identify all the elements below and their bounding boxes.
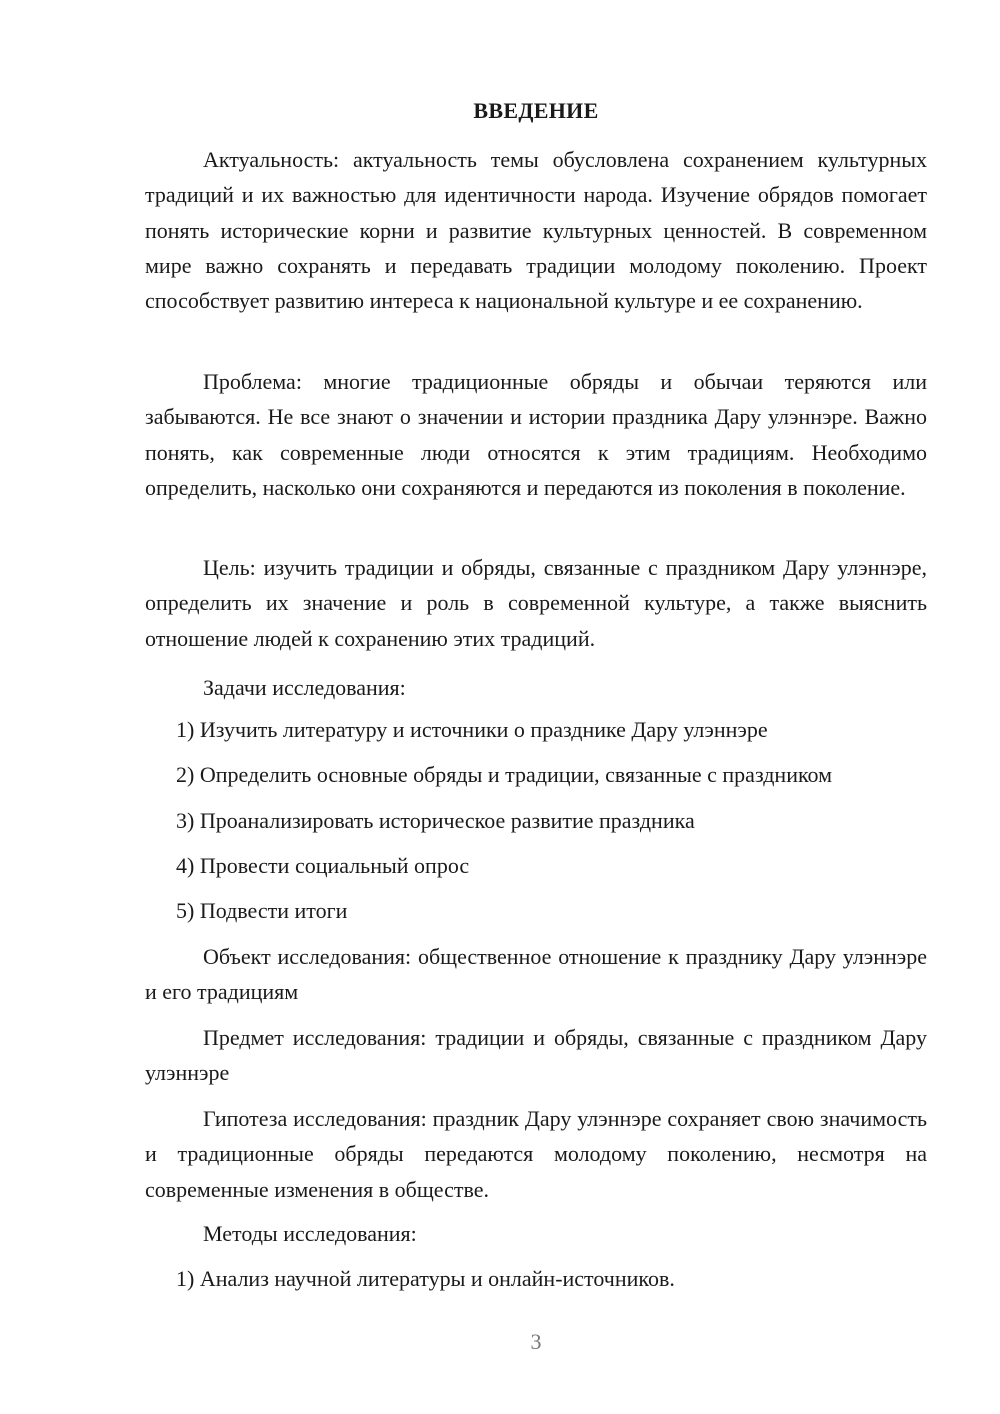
task-item-1: 1) Изучить литературу и источники о празднике Дару улэннэре	[176, 717, 768, 742]
task-item-4: 4) Провести социальный опрос	[176, 853, 470, 878]
subject-paragraph: Предмет исследования: традиции и обряды, связанные с праздником Дару улэннэре	[145, 1025, 927, 1086]
method-item-1: 1) Анализ научной литературы и онлайн-источников.	[176, 1266, 675, 1291]
tasks-heading: Задачи исследования:	[203, 675, 406, 700]
page-title: ВВЕДЕНИЕ	[473, 98, 599, 123]
goal-paragraph: Цель: изучить традиции и обряды, связанные с праздником Дару улэннэре, определить их значение и роль в современной культуре, а также выяснить отношение людей к сохранению этих традиций.	[145, 555, 927, 651]
hypothesis-paragraph: Гипотеза исследования: праздник Дару улэннэре сохраняет свою значимость и традиционные обряды передаются молодому поколению, несмотря на современные изменения в обществе.	[145, 1106, 927, 1202]
task-item-2: 2) Определить основные обряды и традиции, связанные с праздником	[176, 762, 833, 787]
task-item-3: 3) Проанализировать историческое развитие праздника	[176, 808, 695, 833]
page-number: 3	[530, 1329, 542, 1354]
relevance-paragraph: Актуальность: актуальность темы обусловлена сохранением культурных традиций и их важностью для идентичности народа. Изучение обрядов помогает понять исторические корни и развитие культурных ценностей. В современном мире важно сохранять и передавать традиции молодому поколению. Проект способствует развитию интереса к национальной культуре и ее сохранению.	[145, 147, 927, 314]
methods-heading: Методы исследования:	[203, 1221, 417, 1246]
task-item-5: 5) Подвести итоги	[176, 898, 348, 923]
object-paragraph: Объект исследования: общественное отношение к празднику Дару улэннэре и его традициям	[145, 944, 927, 1005]
problem-paragraph: Проблема: многие традиционные обряды и обычаи теряются или забываются. Не все знают о значении и истории праздника Дару улэннэре. Важно понять, как современные люди относятся к этим традициям. Необходимо определить, насколько они сохраняются и передаются из поколения в поколение.	[145, 369, 927, 500]
